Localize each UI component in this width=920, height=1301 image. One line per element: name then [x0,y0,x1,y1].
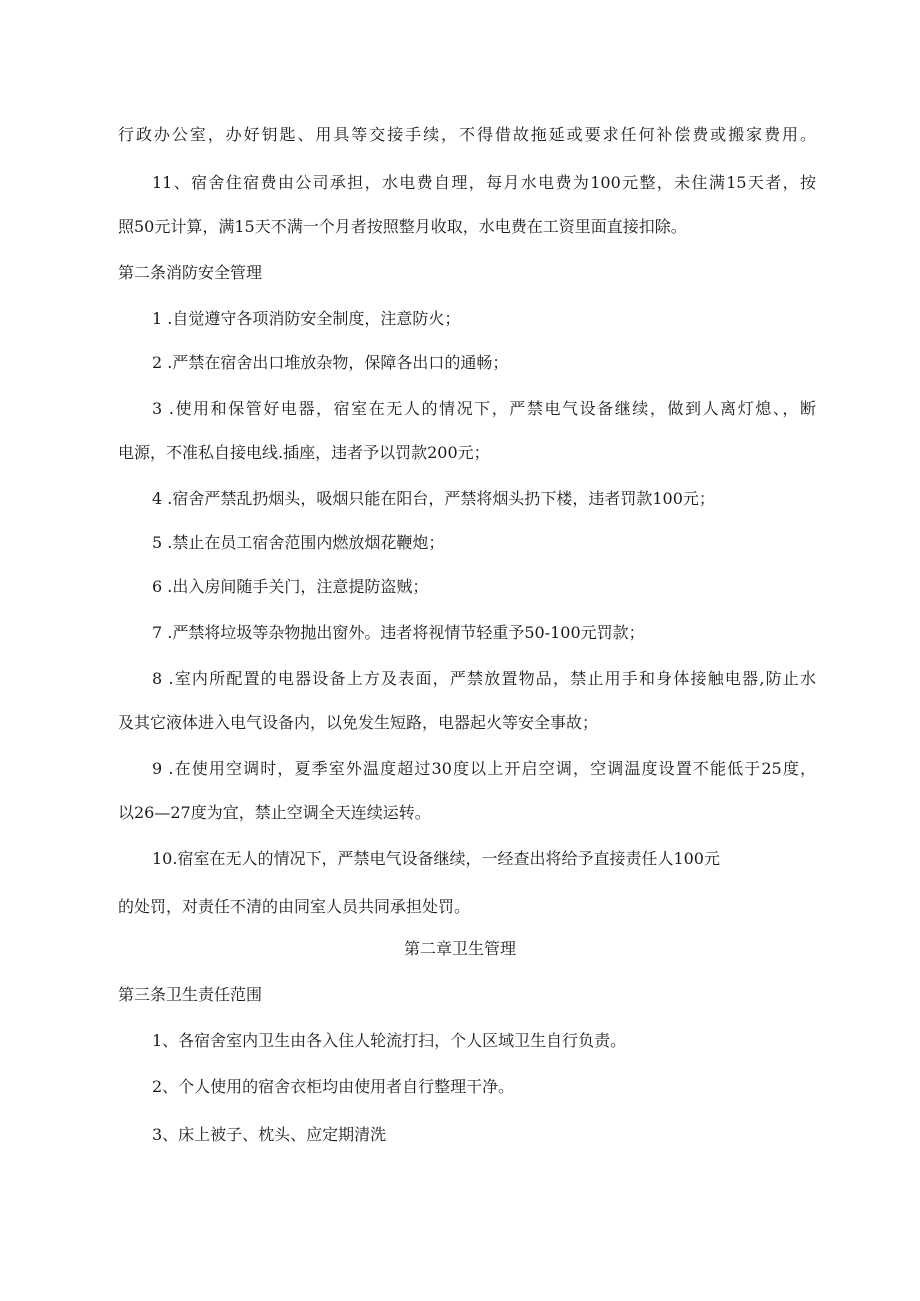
list-item-fire-8-cont: 及其它液体进入电气设备内，以免发生短路，电器起火等安全事故； [118,713,599,732]
list-item-fire-8: 8 .室内所配置的电器设备上方及表面，严禁放置物品，禁止用手和身体接触电器,防止水 [152,669,816,688]
list-item-fire-3-cont: 电源，不准私自接电线.插座，违者予以罚款200元； [118,443,490,462]
list-item-hygiene-1: 1、各宿舍室内卫生由各入住人轮流打扫，个人区域卫生自行负责。 [152,1031,627,1050]
paragraph-line-item-11: 11、宿舍住宿费由公司承担，水电费自理，每月水电费为100元整，未住满15天者，按 [152,173,816,192]
list-item-fire-7: 7 .严禁将垃圾等杂物抛出窗外。违者将视情节轻重予50-100元罚款； [152,623,645,642]
list-item-fire-4: 4 .宿舍严禁乱扔烟头，吸烟只能在阳台，严禁将烟头扔下楼，违者罚款100元； [152,489,715,508]
list-item-fire-10: 10.宿室在无人的情况下，严禁电气设备继续，一经查出将给予直接责任人100元 [152,849,720,868]
list-item-fire-3: 3 .使用和保管好电器，宿室在无人的情况下，严禁电气设备继续，做到人离灯熄、，断 [152,399,816,418]
list-item-fire-2: 2 .严禁在宿舍出口堆放杂物，保障各出口的通畅； [152,353,509,372]
list-item-fire-10-cont: 的处罚，对责任不清的由同室人员共同承担处罚。 [118,897,471,916]
section-heading-hygiene-scope: 第三条卫生责任范围 [118,985,263,1004]
paragraph-line-continuation: 行政办公室，办好钥匙、用具等交接手续，不得借故拖延或要求任何补偿费或搬家费用。 [118,125,816,144]
list-item-fire-9: 9 .在使用空调时，夏季室外温度超过30度以上开启空调，空调温度设置不能低于25度， [152,759,816,778]
list-item-fire-1: 1 .自觉遵守各项消防安全制度，注意防火； [152,309,461,328]
list-item-fire-9-cont: 以26—27度为宜，禁止空调全天连续运转。 [118,803,431,822]
chapter-heading-hygiene: 第二章卫生管理 [403,939,516,958]
section-heading-fire-safety: 第二条消防安全管理 [118,263,263,282]
list-item-hygiene-2: 2、个人使用的宿舍衣柜均由使用者自行整理干净。 [152,1077,515,1096]
list-item-fire-6: 6 .出入房间随手关门，注意提防盗贼； [152,577,429,596]
list-item-fire-5: 5 .禁止在员工宿舍范围内燃放烟花鞭炮； [152,533,445,552]
paragraph-line-item-11-cont: 照50元计算，满15天不满一个月者按照整月收取，水电费在工资里面直接扣除。 [118,217,687,236]
list-item-hygiene-3: 3、床上被子、枕头、应定期清洗 [152,1125,387,1144]
